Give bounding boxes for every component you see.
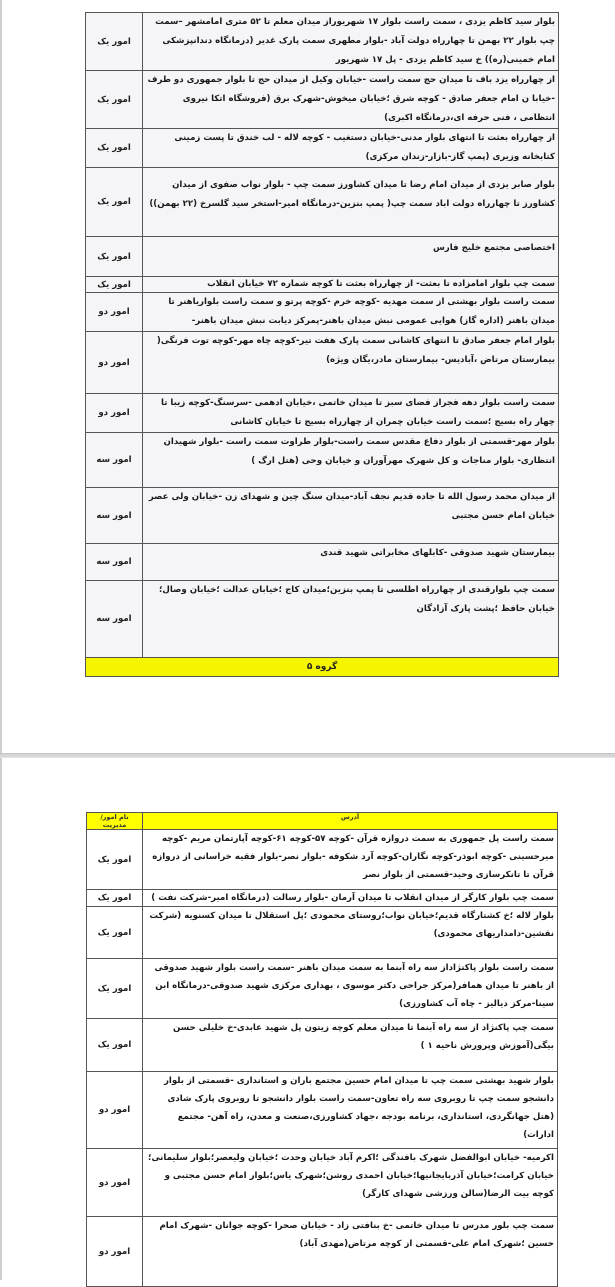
address-cell: اختصاصی مجتمع خلیج فارس bbox=[143, 237, 559, 277]
unit-cell: امور دو bbox=[86, 293, 143, 332]
address-cell: بلوار لاله ؛خ کشتارگاه قدیم؛خیابان نواب؛روستای محمودی ؛پل استقلال تا میدان کسنویه (شرکت نقشین-دامداریهای محمودی) bbox=[143, 907, 558, 959]
address-cell: از چهارراه یزد باف تا میدان حج سمت راست -خیابان وکیل از میدان حج تا بلوار جمهوری دو طرف -خیابا ن امام جعفر صادق - کوچه شرق ؛خیابان میخوش-شهرک برق (فروشگاه اتکا نیروی انتظامی ، فنی حرفه ای،درمانگاه اکبری) bbox=[143, 71, 559, 129]
address-cell: سمت راست بلوار بهشتی از سمت مهدیه -کوچه خرم -کوچه پرتو و سمت راست بلواریاهنر تا میدان باهنر (اداره گاز) هوایی عمومی نبش میدان باهنر-پمرکز دیابت نبش میدان باهنر- bbox=[143, 293, 559, 332]
table-row bbox=[87, 1149, 558, 1217]
address-cell: سمت چپ بلوار امامزاده تا بعثت- از چهارراه بعثت تا کوچه شماره ۷۲ خیابان انقلاب bbox=[143, 277, 559, 293]
unit-cell: امور یک bbox=[86, 71, 143, 129]
unit-cell: امور دو bbox=[87, 1072, 143, 1149]
address-column-header: آدرس bbox=[143, 813, 558, 830]
table-row bbox=[87, 890, 558, 907]
unit-cell: امور سه bbox=[86, 544, 143, 581]
unit-cell: امور یک bbox=[87, 1019, 143, 1072]
address-cell: بلوار صابر یزدی از میدان امام رضا تا میدان کشاورز سمت چپ - بلوار نواب صفوی از میدان کشاورز تا چهارراه دولت اباد سمت چپ( پمپ بنزین-درمانگاه امیر-استخر سید گلسرخ (۲۲ بهمن)) bbox=[143, 168, 559, 237]
unit-cell: امور دو bbox=[86, 332, 143, 394]
table-row bbox=[87, 1019, 558, 1072]
address-cell: بلوار مهر-قسمتی از بلوار دفاع مقدس سمت راست-بلوار طراوت سمت راست -بلوار شهیدان انتظاری- بلوار مناجات و کل شهرک مهرآوران و خیابان وحی (هتل ارگ ) bbox=[143, 433, 559, 488]
table-row bbox=[87, 1217, 558, 1287]
table-row bbox=[87, 1072, 558, 1149]
unit-cell: امور یک bbox=[87, 890, 143, 907]
address-cell: سمت چپ بلوارقندی از چهارراه اطلسی تا پمپ بنزین؛میدان کاج ؛خیابان عدالت ؛خیابان وصال؛خیابان حافظ ؛پشت پارک آزادگان bbox=[143, 581, 559, 658]
table-row bbox=[86, 237, 559, 277]
address-cell: سمت راست پل جمهوری به سمت دروازه قرآن -کوچه ۵۷-کوچه ۶۱-کوچه آپارتمان مریم -کوچه میرحسینی -کوچه ابوذر-کوچه نگاران-کوچه آرد شکوفه -بلوار نصر-بلوار فقیه خراسانی از دروازه قرآن تا تانکرسازی وحید-قسمتی از بلوار نصر bbox=[143, 830, 558, 890]
unit-cell: امور یک bbox=[87, 830, 143, 890]
unit-cell: امور یک bbox=[86, 129, 143, 168]
unit-cell: امور دو bbox=[87, 1149, 143, 1217]
unit-cell: امور دو bbox=[87, 1217, 143, 1287]
table-row bbox=[87, 830, 558, 890]
address-cell: سمت چپ بلور مدرس تا میدان خاتمی -خ بنافتی زاد - خیابان صحرا -کوچه جوانان -شهرک امام حسین ؛شهرک امام علی-قسمتی از کوچه مرتاض(مهدی آباد) bbox=[143, 1217, 558, 1287]
unit-column-header: نام امور/مدیریت bbox=[87, 813, 143, 830]
unit-cell: امور یک bbox=[87, 959, 143, 1019]
address-table-page-2 bbox=[86, 812, 558, 1287]
document-page-2 bbox=[0, 758, 615, 1280]
table-row bbox=[87, 907, 558, 959]
unit-cell: امور سه bbox=[86, 433, 143, 488]
table-header-row bbox=[87, 813, 558, 830]
unit-cell: امور یک bbox=[86, 13, 143, 71]
table-row bbox=[86, 433, 559, 488]
unit-cell: امور سه bbox=[86, 581, 143, 658]
address-table-page-1 bbox=[85, 12, 559, 677]
address-cell: بلوار شهید بهشتی سمت چپ تا میدان امام حسین مجتمع باران و استانداری -قسمتی از بلوار دانشجو سمت چپ تا روبروی سه راه تعاون-سمت راست بلوار دانشجو تا روبروی پارک شادی (هتل جهانگردی، استانداری، برنامه بودجه ،جهاد کشاورزی،صنعت و معدن، راه آهن- مجتمع ادارات) bbox=[143, 1072, 558, 1149]
address-cell: بلوار امام جعفر صادق تا انتهای کاشانی سمت پارک هفت تیر-کوچه چاه مهر-کوچه توت فرنگی( بیمارستان مرتاض ،آبادیس- بیمارستان مادر،یگان ویژه) bbox=[143, 332, 559, 394]
table-row bbox=[86, 13, 559, 71]
unit-cell: امور سه bbox=[86, 488, 143, 544]
table-row bbox=[86, 488, 559, 544]
unit-cell: امور یک bbox=[86, 237, 143, 277]
table-row bbox=[87, 959, 558, 1019]
unit-cell: امور دو bbox=[86, 394, 143, 433]
group-row bbox=[86, 658, 559, 677]
address-cell: از چهارراه بعثت تا انتهای بلوار مدنی-خیابان دستغیب - کوچه لاله - لب خندق تا پست زمینی کتابخانه وزیری (پمپ گاز-بازار-زندان مرکزی) bbox=[143, 129, 559, 168]
table-row bbox=[86, 332, 559, 394]
address-cell: بیمارستان شهید صدوقی -کابلهای مخابراتی شهید قندی bbox=[143, 544, 559, 581]
address-cell: اکرمیه- خیابان ابوالفضل شهرک بافندگی ؛اکرم آباد خیابان وحدت ؛خیابان ولیعصر؛بلوار سلیمانی؛ خیابان کرامت؛خیابان آذربایجانیها؛خیابان احمدی روشن؛شهرک یاس؛بلوار امام حسن مجتبی و کوچه بیت الرضا(سالن ورزشی شهدای کارگر) bbox=[143, 1149, 558, 1217]
group-label: گروه ۵ bbox=[86, 658, 559, 677]
table-row bbox=[86, 581, 559, 658]
address-cell: از میدان محمد رسول الله تا جاده قدیم نجف آباد-میدان سنگ چین و شهدای زن -خیابان ولی عصر خیابان امام حسن مجتبی bbox=[143, 488, 559, 544]
address-cell: سمت راست بلوار پاکنژاداز سه راه آبنما به سمت میدان باهنر -سمت راست بلوار شهید صدوقی از باهنر تا میدان همافر(مرکز جراحی دکتر موسوی ، بهداری مرکزی شهید صدوقی-درمانگاه ابن سینا-مرکز دیالیز - چاه آب کشاورزی) bbox=[143, 959, 558, 1019]
table-row bbox=[86, 168, 559, 237]
table-row bbox=[86, 71, 559, 129]
unit-cell: امور یک bbox=[86, 168, 143, 237]
address-cell: بلوار سید کاظم یزدی ، سمت راست بلوار ۱۷ شهریوراز میدان معلم تا ۵۲ متری امامشهر –سمت چپ بلوار ۲۲ بهمن تا چهارراه دولت آباد -بلوار مطهری سمت پارک غدیر (درمانگاه دندانپزشکی امام خمینی(ره)) خ سید کاظم یزدی - پل ۱۷ شهریور bbox=[143, 13, 559, 71]
table-row bbox=[86, 544, 559, 581]
table-row bbox=[86, 394, 559, 433]
address-cell: سمت چپ بلوار کارگر از میدان انقلاب تا میدان آرمان -بلوار رسالت (درمانگاه امیر-شرکت نفت ) bbox=[143, 890, 558, 907]
table-row bbox=[86, 129, 559, 168]
address-cell: سمت چپ پاکنژاد از سه راه آبنما تا میدان معلم کوچه زیتون پل شهید عابدی-خ خلیلی حسن بیگی(آموزش وپرورش ناحیه ۱ ) bbox=[143, 1019, 558, 1072]
unit-cell: امور یک bbox=[86, 277, 143, 293]
unit-cell: امور یک bbox=[87, 907, 143, 959]
address-cell: سمت راست بلوار دهه فجراز فضای سبز تا میدان خاتمی ،خیابان ادهمی -سرسنگ-کوچه زیبا تا چهار راه بسیج ؛سمت راست خیابان چمران از چهارراه بسیج تا خیابان کاشانی bbox=[143, 394, 559, 433]
table-row bbox=[86, 277, 559, 293]
table-row bbox=[86, 293, 559, 332]
